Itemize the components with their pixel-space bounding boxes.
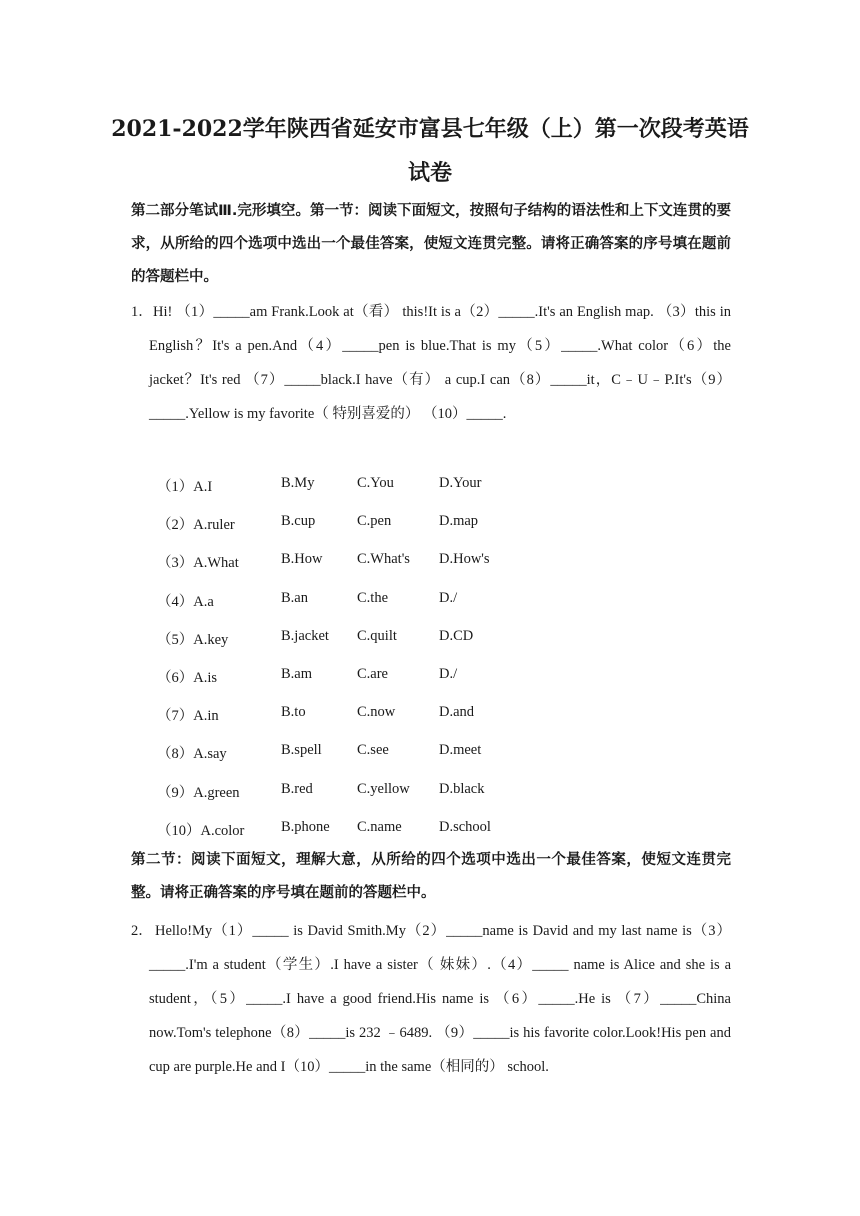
- question-2-number: 2．: [131, 923, 153, 939]
- option-b: B.spell: [281, 742, 322, 759]
- option-d: D.CD: [439, 627, 474, 644]
- option-row: [157, 513, 757, 535]
- option-c: C.now: [357, 704, 396, 721]
- option-b: B.jacket: [281, 627, 329, 644]
- option-b: B.cup: [281, 513, 316, 530]
- option-b: B.My: [281, 475, 315, 491]
- option-a: （4）A.a: [157, 593, 214, 610]
- option-d: D.map: [439, 513, 479, 530]
- option-row: [157, 819, 757, 841]
- option-b: B.to: [281, 704, 306, 721]
- option-row: [157, 666, 757, 688]
- option-row: [157, 781, 757, 803]
- option-b: B.red: [281, 780, 313, 797]
- option-row: [157, 704, 757, 726]
- option-b: B.phone: [281, 818, 330, 835]
- option-a: （10）A.color: [157, 822, 245, 839]
- option-a: （5）A.key: [157, 631, 229, 648]
- option-c: C.What's: [357, 551, 410, 568]
- option-a: （9）A.green: [157, 784, 240, 801]
- option-b: B.How: [281, 551, 323, 568]
- section-2-instruction: 第二节：阅读下面短文，理解大意，从所给的四个选项中选出一个最佳答案，使短文连贯完整。请将正确答案的序号填在题前的答题栏中。: [131, 852, 731, 901]
- option-d: D./: [439, 666, 458, 682]
- option-d: D.black: [439, 780, 485, 797]
- option-c: C.are: [357, 666, 388, 682]
- option-c: C.quilt: [357, 627, 397, 644]
- exam-title-line-2: 试卷: [407, 160, 452, 186]
- option-c: C.the: [357, 589, 389, 606]
- option-c: C.You: [357, 475, 394, 491]
- option-a: （7）A.in: [157, 708, 219, 725]
- option-row: [157, 475, 757, 497]
- option-b: B.am: [281, 666, 313, 682]
- option-c: C.see: [357, 742, 389, 759]
- option-a: （1）A.I: [157, 479, 213, 495]
- option-c: C.pen: [357, 513, 392, 530]
- exam-title-line-1: 2021-2022学年陕西省延安市富县七年级（上）第一次段考英语: [111, 116, 749, 142]
- option-a: （2）A.ruler: [157, 517, 235, 534]
- option-d: D./: [439, 589, 458, 606]
- section-1-instruction: 第二部分笔试Ⅲ.完形填空。第一节：阅读下面短文，按照句子结构的语法性和上下文连贯的要求，从所给的四个选项中选出一个最佳答案，使短文连贯完整。请将正确答案的序号填在题前的答题栏中。: [131, 203, 731, 285]
- option-d: D.school: [439, 818, 491, 835]
- question-1-passage: Hi! （1）_____am Frank.Look at（看） this!It is a（2）_____.It's an English map. （3）this in English？It's a pen.And（4）_____pen is blue.That is my（5）_____.What color（6）the jacket？It's red （7）_____black.I have（有） a cup.I can（8）_____it，C﹣U﹣P.It's（9）_____.Yellow is my favorite（ 特别喜爱的） （10）_____.: [149, 304, 731, 422]
- option-a: （8）A.say: [157, 746, 227, 763]
- question-2-passage: Hello!My（1）_____ is David Smith.My（2）_____name is David and my last name is（3）_____.I'm a student（学生）.I have a sister（ 妹妹）.（4）_____ name is Alice and she is a student，（5）_____.I have a good friend.His name is （6）_____.He is （7）_____China now.Tom's telephone（8）_____is 232 ﹣6489. （9）_____is his favorite color.Look!His pen and cup are purple.He and I（10）_____in the same（相同的） school.: [149, 923, 731, 1075]
- option-c: C.yellow: [357, 780, 410, 797]
- option-d: D.How's: [439, 551, 490, 568]
- option-a: （3）A.What: [157, 555, 239, 572]
- option-d: D.and: [439, 704, 475, 721]
- option-d: D.Your: [439, 475, 482, 491]
- option-row: [157, 590, 757, 612]
- option-row: [157, 628, 757, 650]
- option-b: B.an: [281, 589, 308, 606]
- option-row: [157, 551, 757, 573]
- option-row: [157, 742, 757, 764]
- option-c: C.name: [357, 818, 402, 835]
- question-1-number: 1．: [131, 304, 153, 320]
- option-d: D.meet: [439, 742, 482, 759]
- option-a: （6）A.is: [157, 670, 218, 686]
